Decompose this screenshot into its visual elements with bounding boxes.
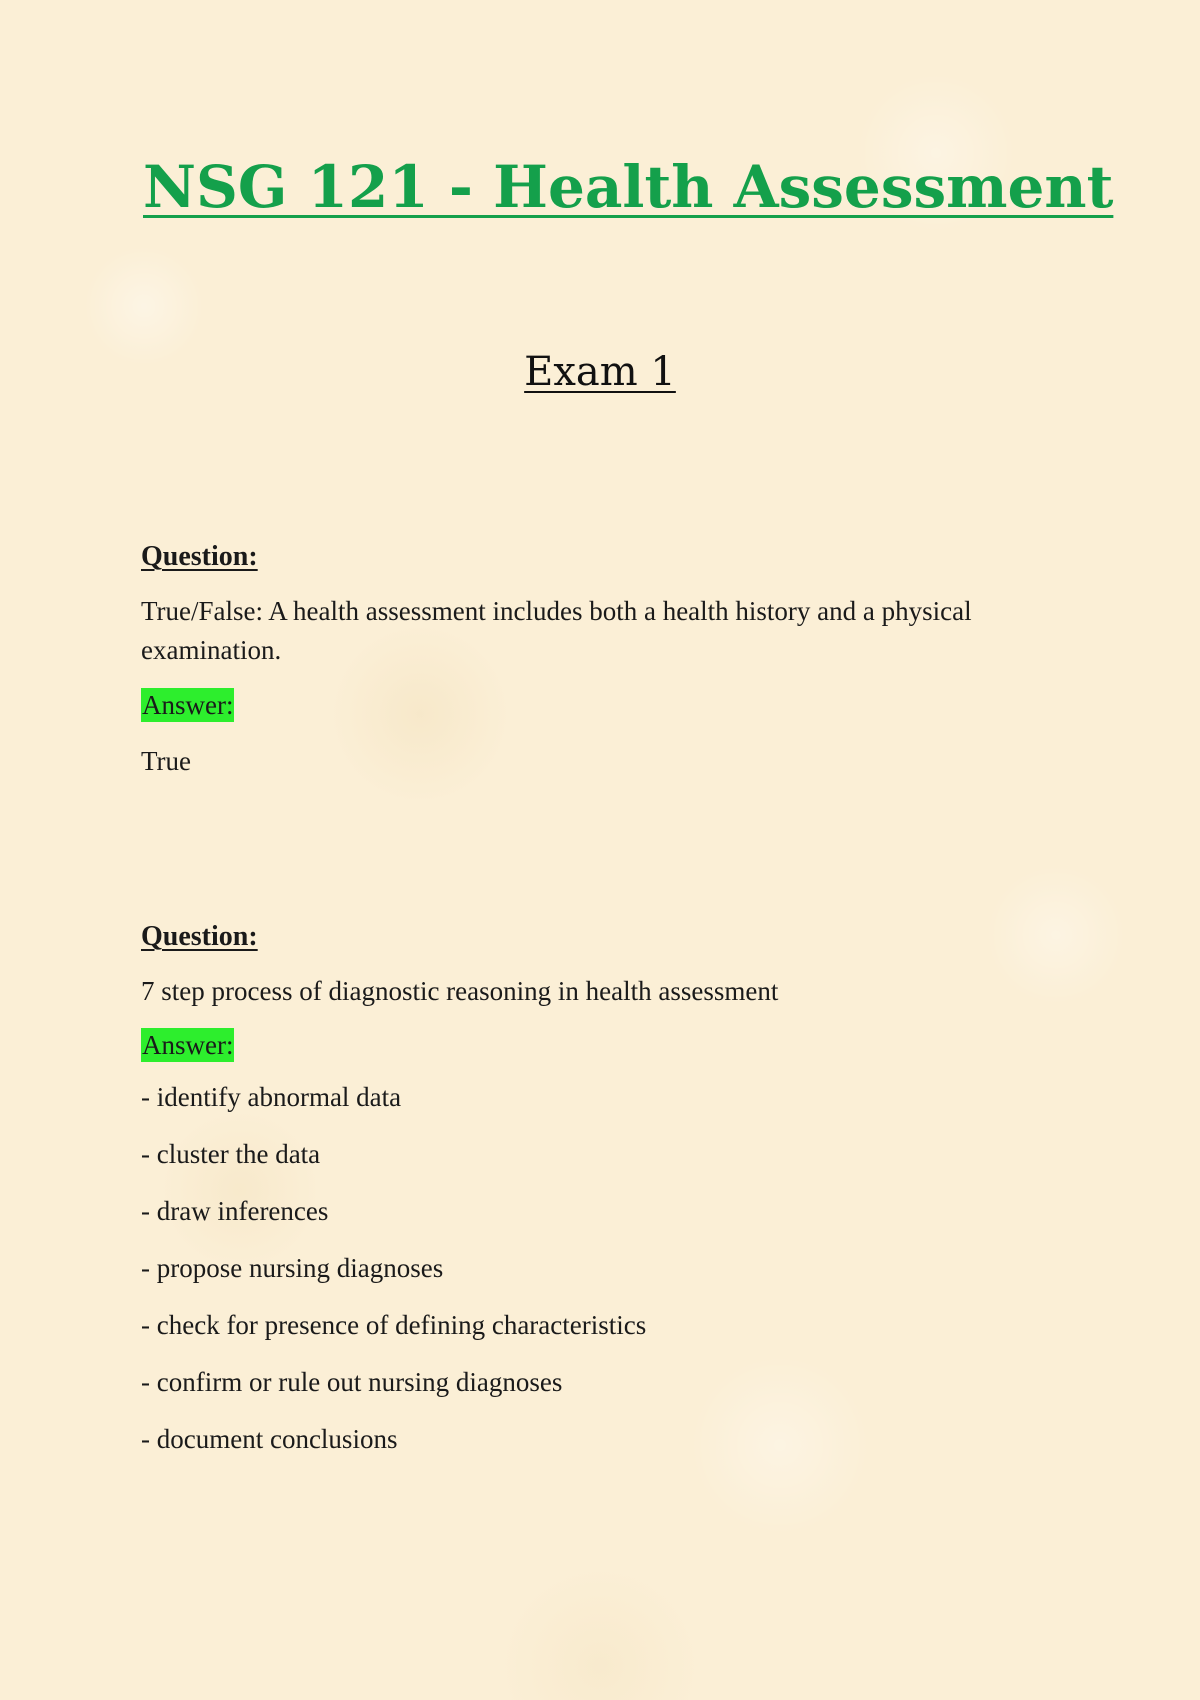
list-item: - draw inferences xyxy=(141,1195,329,1226)
list-item: - check for presence of defining characteristics xyxy=(141,1309,647,1340)
list-item: - identify abnormal data xyxy=(141,1081,402,1112)
answer-text: True xyxy=(141,745,192,776)
question-label: Question: xyxy=(141,921,258,952)
question-text: 7 step process of diagnostic reasoning in health assessment xyxy=(141,975,779,1006)
answer-list xyxy=(141,1080,1041,1456)
qa-block-2 xyxy=(141,920,1041,1479)
question-text: True/False: A health assessment includes both a health history and a physical examination. xyxy=(141,595,972,665)
question-label: Question: xyxy=(141,541,258,572)
list-item: - document conclusions xyxy=(141,1423,398,1454)
answer-label: Answer: xyxy=(142,689,234,720)
list-item: - propose nursing diagnoses xyxy=(141,1252,444,1283)
answer-label: Answer: xyxy=(142,1029,234,1060)
qa-block-1 xyxy=(141,540,1041,778)
page-title: NSG 121 - Health Assessment xyxy=(143,153,1114,221)
list-item: - cluster the data xyxy=(141,1138,321,1169)
exam-subtitle: Exam 1 xyxy=(524,349,676,395)
list-item: - confirm or rule out nursing diagnoses xyxy=(141,1366,563,1397)
